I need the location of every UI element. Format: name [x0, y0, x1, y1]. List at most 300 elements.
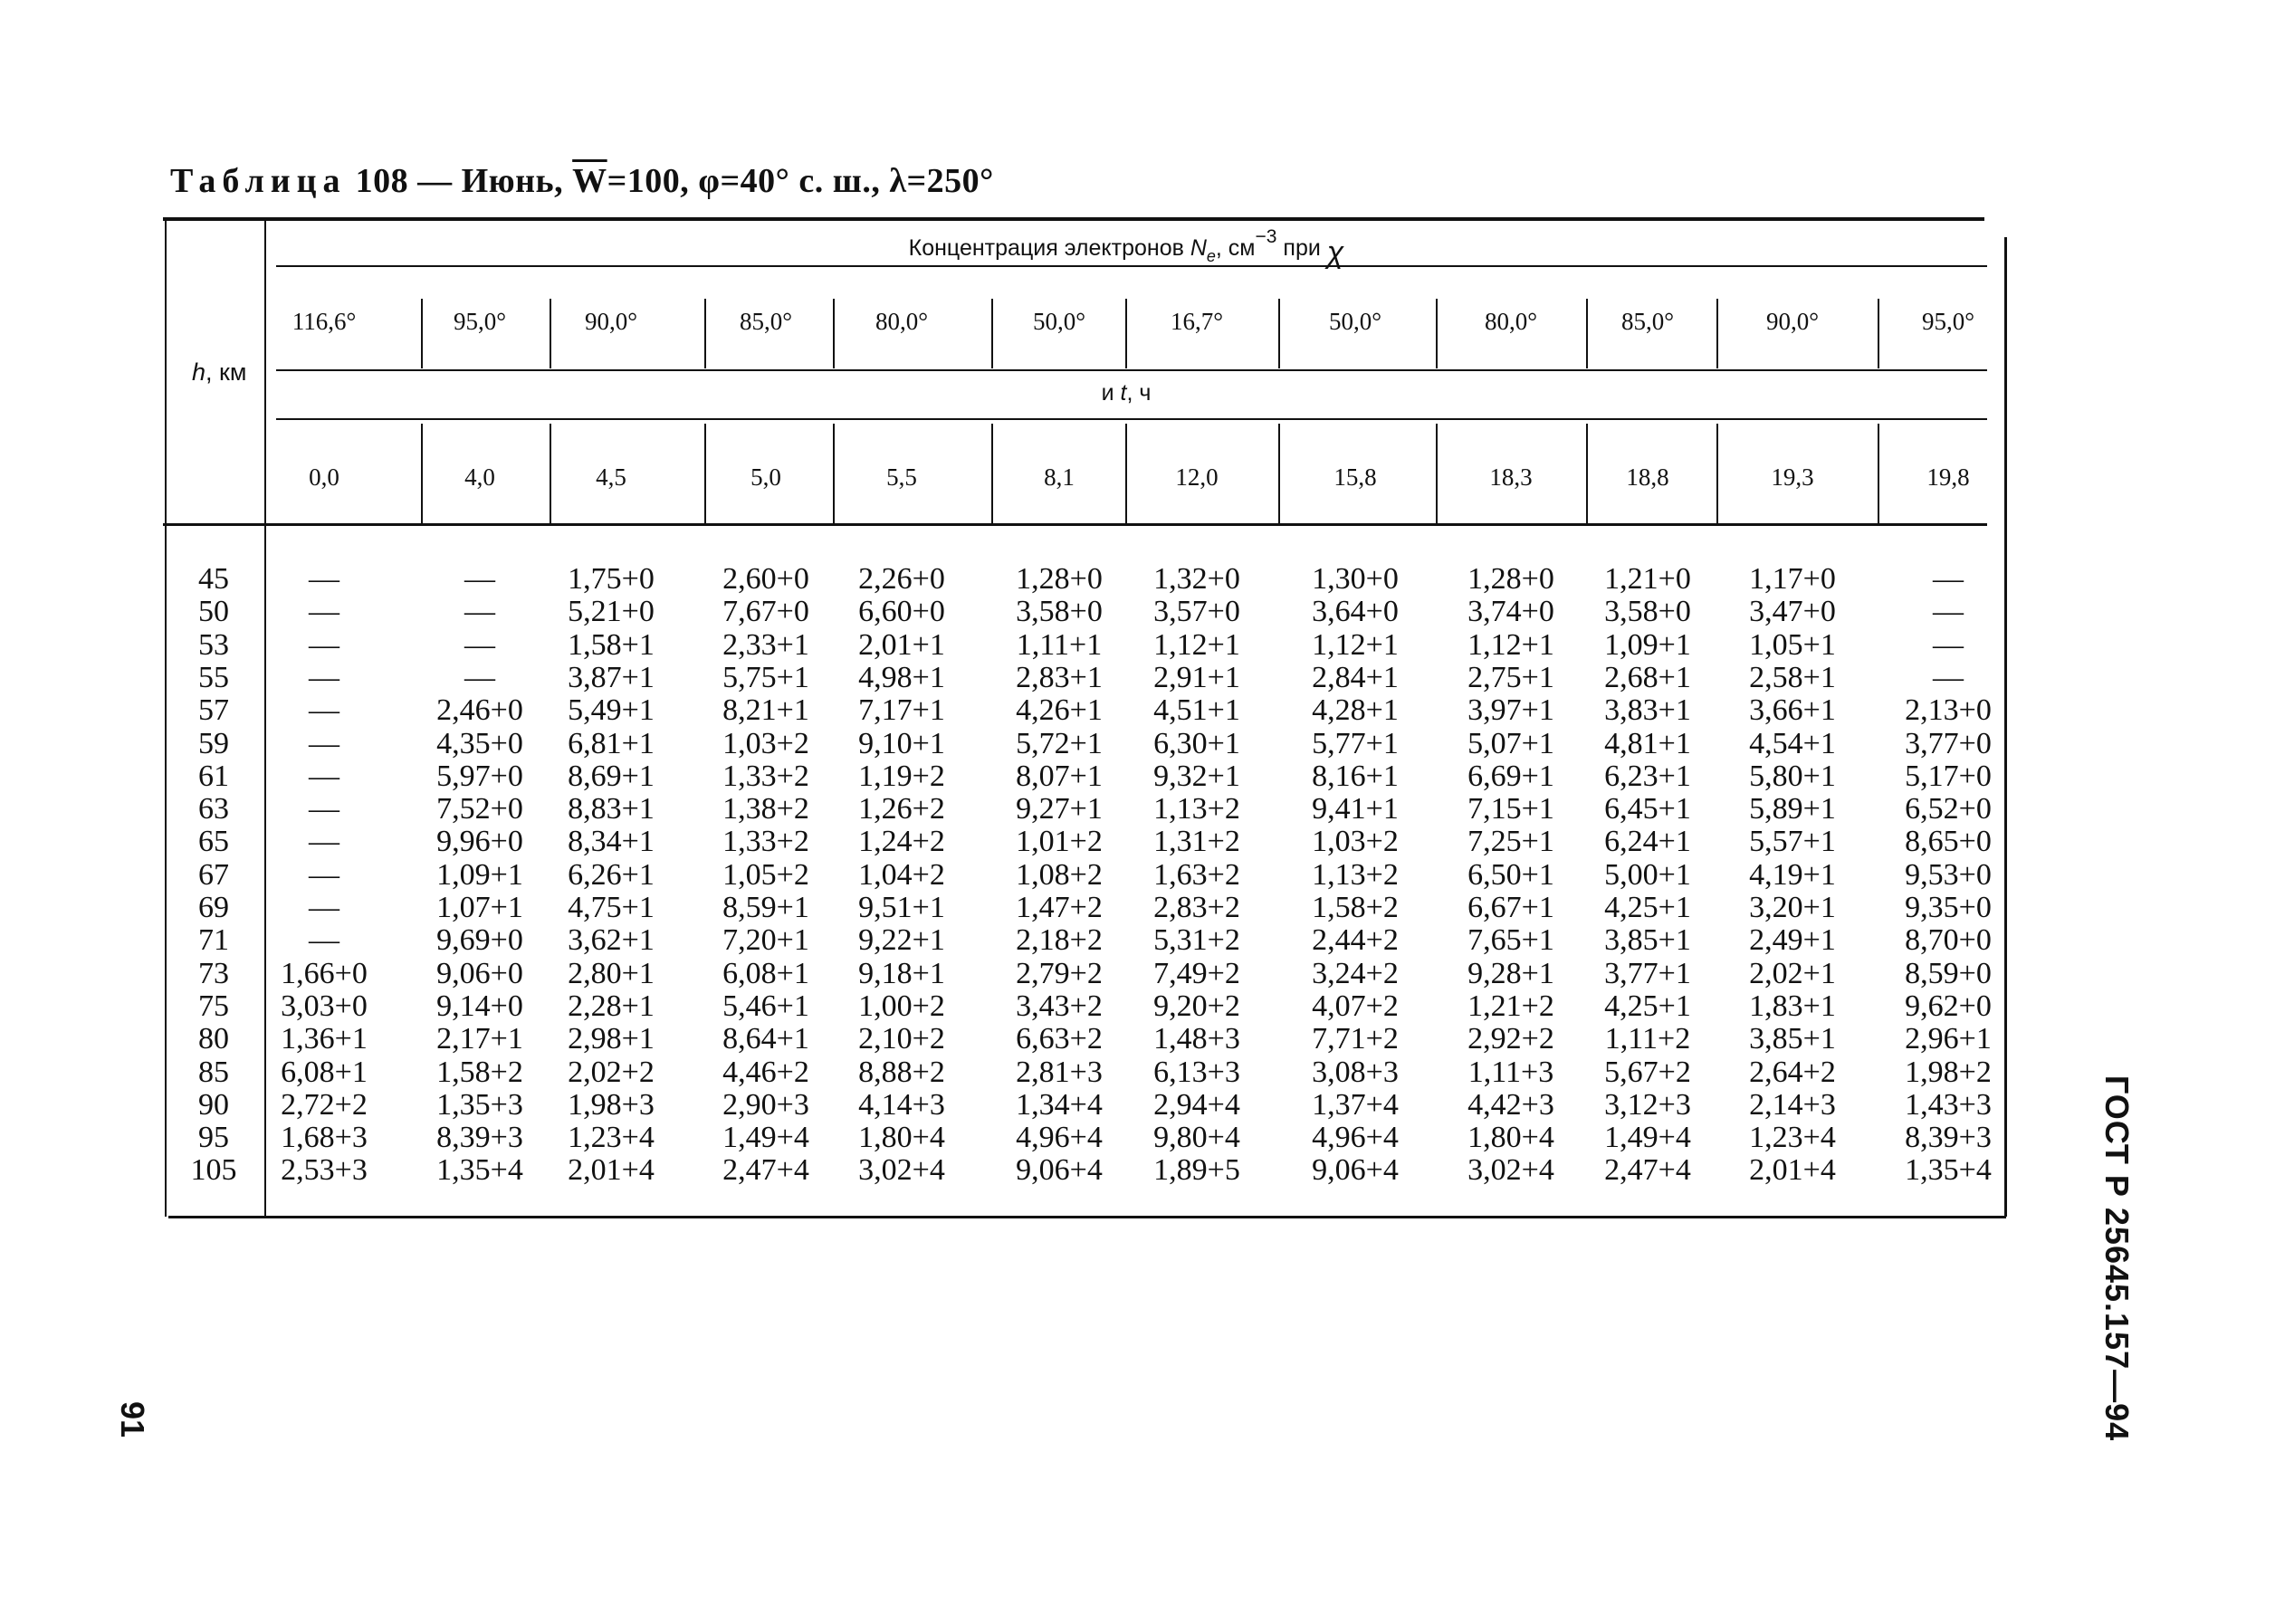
- value-cell: 6,08+1: [722, 956, 809, 990]
- value-cell: 7,49+2: [1153, 956, 1240, 990]
- height-cell: 65: [198, 825, 229, 859]
- value-cell: 2,01+4: [568, 1153, 655, 1188]
- value-cell: 3,02+4: [858, 1153, 945, 1188]
- concentration-label: Концентрация электронов: [908, 235, 1184, 261]
- value-cell: 1,19+2: [858, 759, 945, 793]
- value-cell: 4,51+1: [1153, 693, 1240, 728]
- value-cell: 9,18+1: [858, 956, 945, 990]
- value-cell: 7,20+1: [722, 923, 809, 958]
- value-cell: —: [309, 660, 339, 694]
- value-cell: 4,96+4: [1016, 1121, 1103, 1155]
- value-cell: 1,58+1: [568, 627, 655, 662]
- value-cell: 4,98+1: [858, 660, 945, 694]
- value-cell: 4,81+1: [1604, 726, 1691, 760]
- table-row: [170, 858, 1999, 891]
- value-cell: 1,33+2: [722, 825, 809, 859]
- value-cell: 9,96+0: [436, 825, 523, 859]
- value-cell: 3,85+1: [1749, 1022, 1836, 1056]
- height-cell: 50: [198, 595, 229, 629]
- value-cell: —: [464, 595, 495, 629]
- value-cell: 6,08+1: [281, 1055, 368, 1089]
- column-separator: [991, 424, 993, 523]
- value-cell: 1,89+5: [1153, 1153, 1240, 1188]
- value-cell: —: [309, 693, 339, 728]
- value-cell: 4,07+2: [1312, 989, 1399, 1023]
- table-bottom-rule: [168, 1216, 2006, 1218]
- height-cell: 59: [198, 726, 229, 760]
- time-value: 12,0: [1175, 463, 1219, 491]
- value-cell: 3,97+1: [1467, 693, 1554, 728]
- value-cell: 1,31+2: [1153, 825, 1240, 859]
- chi-value: 16,7°: [1170, 308, 1224, 335]
- value-cell: 1,35+4: [436, 1153, 523, 1188]
- value-cell: 6,60+0: [858, 595, 945, 629]
- value-cell: —: [309, 923, 339, 958]
- chi-value: 95,0°: [453, 308, 507, 335]
- value-cell: 1,23+4: [568, 1121, 655, 1155]
- value-cell: 1,75+0: [568, 562, 655, 596]
- value-cell: 9,06+4: [1312, 1153, 1399, 1188]
- chi-value: 50,0°: [1032, 308, 1086, 335]
- value-cell: 2,33+1: [722, 627, 809, 662]
- table-row: [170, 759, 1999, 792]
- value-cell: 9,14+0: [436, 989, 523, 1023]
- value-cell: 9,51+1: [858, 891, 945, 924]
- value-cell: 2,18+2: [1016, 923, 1103, 958]
- value-cell: 8,70+0: [1905, 923, 1992, 958]
- value-cell: 8,64+1: [722, 1022, 809, 1056]
- value-cell: 4,42+3: [1467, 1087, 1554, 1122]
- height-cell: 45: [198, 562, 229, 596]
- table-row: [170, 923, 1999, 956]
- table-row: [170, 989, 1999, 1022]
- value-cell: 1,23+4: [1749, 1121, 1836, 1155]
- value-cell: 2,75+1: [1467, 660, 1554, 694]
- value-cell: 9,32+1: [1153, 759, 1240, 793]
- column-separator: [833, 299, 835, 368]
- value-cell: 5,75+1: [722, 660, 809, 694]
- pri-label: при: [1283, 235, 1321, 261]
- column-separator: [1436, 424, 1438, 523]
- value-cell: 2,26+0: [858, 562, 945, 596]
- value-cell: 9,10+1: [858, 726, 945, 760]
- value-cell: 2,44+2: [1312, 923, 1399, 958]
- value-cell: —: [464, 562, 495, 596]
- value-cell: 3,85+1: [1604, 923, 1691, 958]
- value-cell: 3,66+1: [1749, 693, 1836, 728]
- value-cell: 5,07+1: [1467, 726, 1554, 760]
- table-row: [170, 562, 1999, 595]
- table-row: [170, 1056, 1999, 1088]
- value-cell: 2,28+1: [568, 989, 655, 1023]
- table-title-w-symbol: $\overline{W}$: [572, 162, 607, 200]
- value-cell: 1,47+2: [1016, 891, 1103, 924]
- height-cell: 69: [198, 891, 229, 924]
- column-separator: [1716, 299, 1718, 368]
- value-cell: 1,98+3: [568, 1087, 655, 1122]
- height-cell: 67: [198, 857, 229, 892]
- value-cell: 3,03+0: [281, 989, 368, 1023]
- value-cell: 2,10+2: [858, 1022, 945, 1056]
- chi-value: 90,0°: [584, 308, 638, 335]
- value-cell: 6,26+1: [568, 857, 655, 892]
- value-cell: 8,88+2: [858, 1055, 945, 1089]
- value-cell: 1,49+4: [722, 1121, 809, 1155]
- time-symbol: t: [1120, 380, 1127, 406]
- value-cell: 8,83+1: [568, 792, 655, 826]
- value-cell: 9,06+4: [1016, 1153, 1103, 1188]
- chi-group-rule: [276, 265, 1987, 267]
- time-value: 8,1: [1044, 463, 1075, 491]
- value-cell: 2,53+3: [281, 1153, 368, 1188]
- value-cell: 8,21+1: [722, 693, 809, 728]
- chi-value: 85,0°: [739, 308, 793, 335]
- height-cell: 80: [198, 1022, 229, 1056]
- value-cell: 2,94+4: [1153, 1087, 1240, 1122]
- value-cell: —: [309, 759, 339, 793]
- height-unit: , км: [206, 358, 247, 386]
- table-row: [170, 1121, 1999, 1153]
- value-cell: 1,04+2: [858, 857, 945, 892]
- value-cell: 5,21+0: [568, 595, 655, 629]
- value-cell: 8,69+1: [568, 759, 655, 793]
- value-cell: 9,53+0: [1905, 857, 1992, 892]
- table-row: [170, 1153, 1999, 1186]
- height-cell: 75: [198, 989, 229, 1023]
- value-cell: 1,30+0: [1312, 562, 1399, 596]
- value-cell: 1,28+0: [1467, 562, 1554, 596]
- value-cell: —: [309, 726, 339, 760]
- value-cell: 2,17+1: [436, 1022, 523, 1056]
- time-value: 19,8: [1926, 463, 1970, 491]
- value-cell: 1,03+2: [722, 726, 809, 760]
- value-cell: 4,25+1: [1604, 891, 1691, 924]
- value-cell: 2,81+3: [1016, 1055, 1103, 1089]
- value-cell: 2,83+2: [1153, 891, 1240, 924]
- value-cell: 4,28+1: [1312, 693, 1399, 728]
- value-cell: 2,83+1: [1016, 660, 1103, 694]
- value-cell: 7,71+2: [1312, 1022, 1399, 1056]
- value-cell: 2,02+1: [1749, 956, 1836, 990]
- value-cell: 7,52+0: [436, 792, 523, 826]
- value-cell: 6,52+0: [1905, 792, 1992, 826]
- value-cell: 3,58+0: [1016, 595, 1103, 629]
- value-cell: —: [1933, 562, 1964, 596]
- value-cell: 5,67+2: [1604, 1055, 1691, 1089]
- table-left-border: [165, 221, 167, 1217]
- unit-exponent: −3: [1255, 226, 1277, 247]
- column-separator: [1125, 299, 1127, 368]
- table-title-number: 108 — Июнь,: [346, 162, 573, 200]
- value-cell: 1,63+2: [1153, 857, 1240, 892]
- value-cell: 1,43+3: [1905, 1087, 1992, 1122]
- value-cell: 1,03+2: [1312, 825, 1399, 859]
- value-cell: —: [309, 792, 339, 826]
- column-separator: [833, 424, 835, 523]
- height-cell: 73: [198, 956, 229, 990]
- value-cell: 9,41+1: [1312, 792, 1399, 826]
- value-cell: 1,21+0: [1604, 562, 1691, 596]
- value-cell: —: [309, 595, 339, 629]
- value-cell: —: [309, 562, 339, 596]
- chi-value: 80,0°: [875, 308, 929, 335]
- table-title: [170, 161, 994, 201]
- column-separator: [1586, 424, 1588, 523]
- value-cell: 5,72+1: [1016, 726, 1103, 760]
- value-cell: 9,28+1: [1467, 956, 1554, 990]
- value-cell: 1,26+2: [858, 792, 945, 826]
- value-cell: 2,47+4: [1604, 1153, 1691, 1188]
- table-row: [170, 693, 1999, 726]
- time-group-header: [1102, 380, 1152, 406]
- value-cell: 1,00+2: [858, 989, 945, 1023]
- column-separator: [550, 424, 551, 523]
- value-cell: 1,38+2: [722, 792, 809, 826]
- value-cell: 2,72+2: [281, 1087, 368, 1122]
- value-cell: 5,00+1: [1604, 857, 1691, 892]
- chi-value: 80,0°: [1484, 308, 1538, 335]
- column-separator: [1436, 299, 1438, 368]
- standard-code: ГОСТ Р 25645.157—94: [2098, 1075, 2136, 1442]
- value-cell: 7,17+1: [858, 693, 945, 728]
- value-cell: 1,34+4: [1016, 1087, 1103, 1122]
- value-cell: 1,07+1: [436, 891, 523, 924]
- value-cell: 8,39+3: [436, 1121, 523, 1155]
- table-row: [170, 1022, 1999, 1055]
- value-cell: 8,59+1: [722, 891, 809, 924]
- value-cell: 7,65+1: [1467, 923, 1554, 958]
- value-cell: 1,68+3: [281, 1121, 368, 1155]
- column-separator: [1878, 424, 1879, 523]
- value-cell: 1,36+1: [281, 1022, 368, 1056]
- chi-value: 116,6°: [292, 308, 357, 335]
- value-cell: 6,23+1: [1604, 759, 1691, 793]
- value-cell: 3,08+3: [1312, 1055, 1399, 1089]
- value-cell: 2,14+3: [1749, 1087, 1836, 1122]
- value-cell: —: [1933, 660, 1964, 694]
- value-cell: —: [1933, 595, 1964, 629]
- value-cell: 2,60+0: [722, 562, 809, 596]
- height-cell: 95: [198, 1121, 229, 1155]
- column-separator: [1278, 299, 1280, 368]
- value-cell: 2,13+0: [1905, 693, 1992, 728]
- value-cell: 9,22+1: [858, 923, 945, 958]
- value-cell: 5,17+0: [1905, 759, 1992, 793]
- table-row: [170, 957, 1999, 989]
- value-cell: 2,92+2: [1467, 1022, 1554, 1056]
- table-title-prefix: Таблица: [170, 162, 347, 200]
- value-cell: 1,09+1: [1604, 627, 1691, 662]
- value-cell: 2,01+1: [858, 627, 945, 662]
- value-cell: 5,31+2: [1153, 923, 1240, 958]
- value-cell: 3,58+0: [1604, 595, 1691, 629]
- value-cell: 7,25+1: [1467, 825, 1554, 859]
- table-row: [170, 891, 1999, 923]
- table-row: [170, 727, 1999, 759]
- chi-values-bottom-rule: [276, 369, 1987, 371]
- value-cell: 1,58+2: [436, 1055, 523, 1089]
- table-row: [170, 1088, 1999, 1121]
- value-cell: 1,33+2: [722, 759, 809, 793]
- column-separator: [704, 424, 706, 523]
- value-cell: —: [464, 627, 495, 662]
- value-cell: 2,96+1: [1905, 1022, 1992, 1056]
- time-value: 4,0: [464, 463, 495, 491]
- value-cell: 3,24+2: [1312, 956, 1399, 990]
- value-cell: 6,50+1: [1467, 857, 1554, 892]
- value-cell: 4,46+2: [722, 1055, 809, 1089]
- value-cell: 6,81+1: [568, 726, 655, 760]
- value-cell: 4,54+1: [1749, 726, 1836, 760]
- table-row: [170, 825, 1999, 857]
- value-cell: 3,77+1: [1604, 956, 1691, 990]
- value-cell: 5,89+1: [1749, 792, 1836, 826]
- height-column-header: [192, 358, 246, 387]
- time-unit: , ч: [1126, 380, 1152, 406]
- value-cell: 2,91+1: [1153, 660, 1240, 694]
- value-cell: 1,80+4: [858, 1121, 945, 1155]
- value-cell: 2,79+2: [1016, 956, 1103, 990]
- value-cell: 1,17+0: [1749, 562, 1836, 596]
- value-cell: 2,58+1: [1749, 660, 1836, 694]
- value-cell: 7,15+1: [1467, 792, 1554, 826]
- chi-symbol: χ: [1326, 235, 1344, 270]
- value-cell: 1,58+2: [1312, 891, 1399, 924]
- column-separator: [1125, 424, 1127, 523]
- value-cell: 3,43+2: [1016, 989, 1103, 1023]
- value-cell: 2,47+4: [722, 1153, 809, 1188]
- value-cell: 8,34+1: [568, 825, 655, 859]
- column-separator: [1586, 299, 1588, 368]
- value-cell: 1,12+1: [1467, 627, 1554, 662]
- value-cell: 1,13+2: [1312, 857, 1399, 892]
- value-cell: 1,12+1: [1153, 627, 1240, 662]
- value-cell: 3,83+1: [1604, 693, 1691, 728]
- time-value: 18,3: [1489, 463, 1533, 491]
- value-cell: 2,49+1: [1749, 923, 1836, 958]
- value-cell: 6,69+1: [1467, 759, 1554, 793]
- table-row: [170, 661, 1999, 693]
- value-cell: 6,24+1: [1604, 825, 1691, 859]
- value-cell: 9,35+0: [1905, 891, 1992, 924]
- value-cell: 6,45+1: [1604, 792, 1691, 826]
- height-cell: 55: [198, 660, 229, 694]
- value-cell: 1,35+3: [436, 1087, 523, 1122]
- value-cell: 9,62+0: [1905, 989, 1992, 1023]
- height-cell: 85: [198, 1055, 229, 1089]
- value-cell: 6,67+1: [1467, 891, 1554, 924]
- table-title-params: =100, φ=40° с. ш., λ=250°: [607, 162, 994, 200]
- time-value: 18,8: [1626, 463, 1669, 491]
- value-cell: 8,59+0: [1905, 956, 1992, 990]
- value-cell: 3,20+1: [1749, 891, 1836, 924]
- value-cell: 1,21+2: [1467, 989, 1554, 1023]
- page-number: 91: [114, 1400, 151, 1438]
- column-separator: [704, 299, 706, 368]
- column-separator: [421, 424, 423, 523]
- value-cell: 1,05+1: [1749, 627, 1836, 662]
- height-cell: 90: [198, 1087, 229, 1122]
- value-cell: 4,25+1: [1604, 989, 1691, 1023]
- chi-value: 85,0°: [1620, 308, 1675, 335]
- value-cell: 3,02+4: [1467, 1153, 1554, 1188]
- value-cell: 1,48+3: [1153, 1022, 1240, 1056]
- chi-value: 50,0°: [1328, 308, 1382, 335]
- value-cell: 4,14+3: [858, 1087, 945, 1122]
- value-cell: 4,75+1: [568, 891, 655, 924]
- value-cell: 1,28+0: [1016, 562, 1103, 596]
- value-cell: —: [464, 660, 495, 694]
- value-cell: 9,80+4: [1153, 1121, 1240, 1155]
- value-cell: —: [309, 891, 339, 924]
- value-cell: 2,98+1: [568, 1022, 655, 1056]
- value-cell: 2,01+4: [1749, 1153, 1836, 1188]
- value-cell: 4,26+1: [1016, 693, 1103, 728]
- value-cell: 1,32+0: [1153, 562, 1240, 596]
- value-cell: 8,39+3: [1905, 1121, 1992, 1155]
- value-cell: 1,13+2: [1153, 792, 1240, 826]
- time-value: 4,5: [596, 463, 626, 491]
- value-cell: 3,12+3: [1604, 1087, 1691, 1122]
- value-cell: 1,01+2: [1016, 825, 1103, 859]
- time-value: 19,3: [1771, 463, 1814, 491]
- column-separator: [991, 299, 993, 368]
- value-cell: 2,68+1: [1604, 660, 1691, 694]
- value-cell: 3,74+0: [1467, 595, 1554, 629]
- value-cell: 5,49+1: [568, 693, 655, 728]
- value-cell: —: [309, 825, 339, 859]
- value-cell: 5,77+1: [1312, 726, 1399, 760]
- value-cell: 1,08+2: [1016, 857, 1103, 892]
- column-separator: [421, 299, 423, 368]
- value-cell: —: [309, 857, 339, 892]
- value-cell: 5,46+1: [722, 989, 809, 1023]
- height-cell: 63: [198, 792, 229, 826]
- table-row: [170, 595, 1999, 627]
- value-cell: 5,57+1: [1749, 825, 1836, 859]
- table-right-border: [2004, 237, 2007, 1217]
- table-row: [170, 792, 1999, 825]
- value-cell: 8,65+0: [1905, 825, 1992, 859]
- column-separator: [1878, 299, 1879, 368]
- value-cell: 4,19+1: [1749, 857, 1836, 892]
- height-symbol: h: [192, 358, 206, 386]
- value-cell: 1,35+4: [1905, 1153, 1992, 1188]
- height-cell: 57: [198, 693, 229, 728]
- value-cell: 1,80+4: [1467, 1121, 1554, 1155]
- value-cell: 6,30+1: [1153, 726, 1240, 760]
- table-row: [170, 628, 1999, 661]
- value-cell: 5,97+0: [436, 759, 523, 793]
- value-cell: 1,05+2: [722, 857, 809, 892]
- value-cell: 1,11+1: [1016, 627, 1103, 662]
- value-cell: 2,64+2: [1749, 1055, 1836, 1089]
- time-label-prefix: и: [1101, 380, 1114, 406]
- value-cell: 1,98+2: [1905, 1055, 1992, 1089]
- value-cell: 1,37+4: [1312, 1087, 1399, 1122]
- value-cell: 3,87+1: [568, 660, 655, 694]
- value-cell: 1,24+2: [858, 825, 945, 859]
- table-header-bottom-rule: [163, 523, 1987, 526]
- value-cell: 1,49+4: [1604, 1121, 1691, 1155]
- chi-value: 95,0°: [1921, 308, 1975, 335]
- value-cell: 1,11+3: [1467, 1055, 1554, 1089]
- value-cell: 6,13+3: [1153, 1055, 1240, 1089]
- value-cell: 8,16+1: [1312, 759, 1399, 793]
- value-cell: 2,84+1: [1312, 660, 1399, 694]
- value-cell: 3,64+0: [1312, 595, 1399, 629]
- unit-label: , см: [1215, 235, 1256, 261]
